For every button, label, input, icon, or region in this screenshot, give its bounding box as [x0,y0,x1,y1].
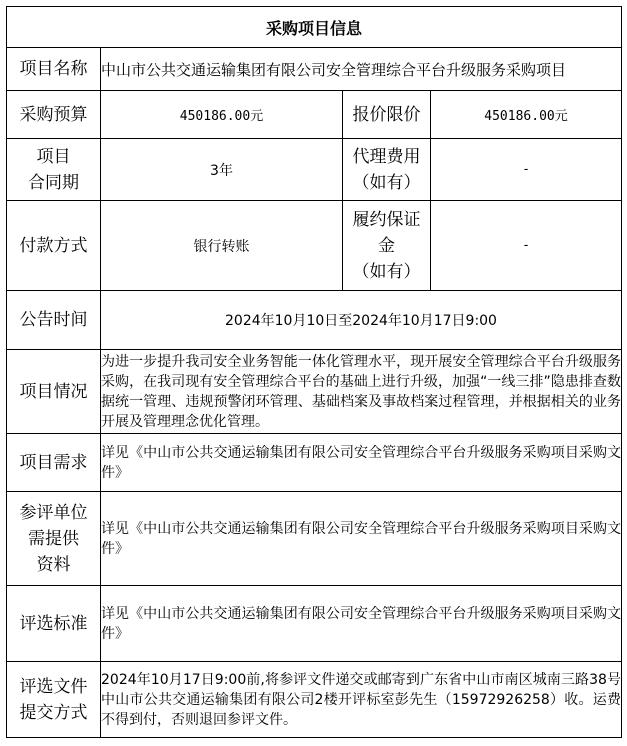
value-payment: 银行转账 [101,201,343,291]
label-requirements: 项目需求 [7,434,101,492]
row-requirements [7,434,622,492]
label-materials-line3: 资料 [36,554,71,575]
label-performance-bond-line2: 金 [378,235,395,256]
procurement-info-table [6,6,622,738]
label-payment: 付款方式 [7,201,101,291]
row-contract-period [7,139,622,201]
value-submission: 2024年10月17日9:00前,将参评文件递交或邮寄到广东省中山市南区城南三路38号中山市公共交通运输集团有限公司2楼开评标室彭先生（15972926258）收。运费不得到付，否则退回参评文件。 [101,662,622,738]
label-materials [7,492,101,586]
label-project-name: 项目名称 [7,48,101,91]
value-announcement: 2024年10月10日至2024年10月17日9:00 [101,291,622,350]
value-budget: 450186.00元 [101,91,343,139]
value-agency-fee: - [431,139,622,201]
value-requirements: 详见《中山市公共交通运输集团有限公司安全管理综合平台升级服务采购项目采购文件》 [101,434,622,492]
label-agency-fee-line2: （如有） [352,172,421,193]
label-materials-line1: 参评单位 [19,502,88,523]
label-performance-bond [343,201,431,291]
row-budget [7,91,622,139]
label-contract-period-line1: 项目 [36,146,71,167]
row-payment [7,201,622,291]
row-submission [7,662,622,738]
label-contract-period [7,139,101,201]
label-submission [7,662,101,738]
label-performance-bond-line1: 履约保证 [352,209,421,230]
label-submission-line1: 评选文件 [19,676,88,697]
value-performance-bond: - [431,201,622,291]
label-criteria: 评选标准 [7,586,101,662]
value-price-limit: 450186.00元 [431,91,622,139]
value-project-name: 中山市公共交通运输集团有限公司安全管理综合平台升级服务采购项目 [101,48,622,91]
label-price-limit: 报价限价 [343,91,431,139]
label-situation: 项目情况 [7,350,101,434]
row-materials [7,492,622,586]
label-materials-line2: 需提供 [28,528,79,549]
value-criteria: 详见《中山市公共交通运输集团有限公司安全管理综合平台升级服务采购项目采购文件》 [101,586,622,662]
value-materials: 详见《中山市公共交通运输集团有限公司安全管理综合平台升级服务采购项目采购文件》 [101,492,622,586]
label-agency-fee [343,139,431,201]
table-title: 采购项目信息 [7,7,622,48]
row-criteria [7,586,622,662]
label-contract-period-line2: 合同期 [28,172,79,193]
value-contract-period: 3年 [101,139,343,201]
value-situation: 为进一步提升我司安全业务智能一体化管理水平，现开展安全管理综合平台升级服务采购，在我司现有安全管理综合平台的基础上进行升级，加强“一线三排”隐患排查数据统一管理、违规预警闭环管理、基础档案及事故档案过程管理，并根据相关的业务开展及管理理念优化管理。 [101,350,622,434]
row-situation [7,350,622,434]
label-performance-bond-line3: （如有） [352,261,421,282]
label-submission-line2: 提交方式 [19,702,88,723]
row-project-name [7,48,622,91]
label-agency-fee-line1: 代理费用 [352,146,421,167]
table-title-row [7,7,622,48]
row-announcement [7,291,622,350]
label-announcement: 公告时间 [7,291,101,350]
label-budget: 采购预算 [7,91,101,139]
